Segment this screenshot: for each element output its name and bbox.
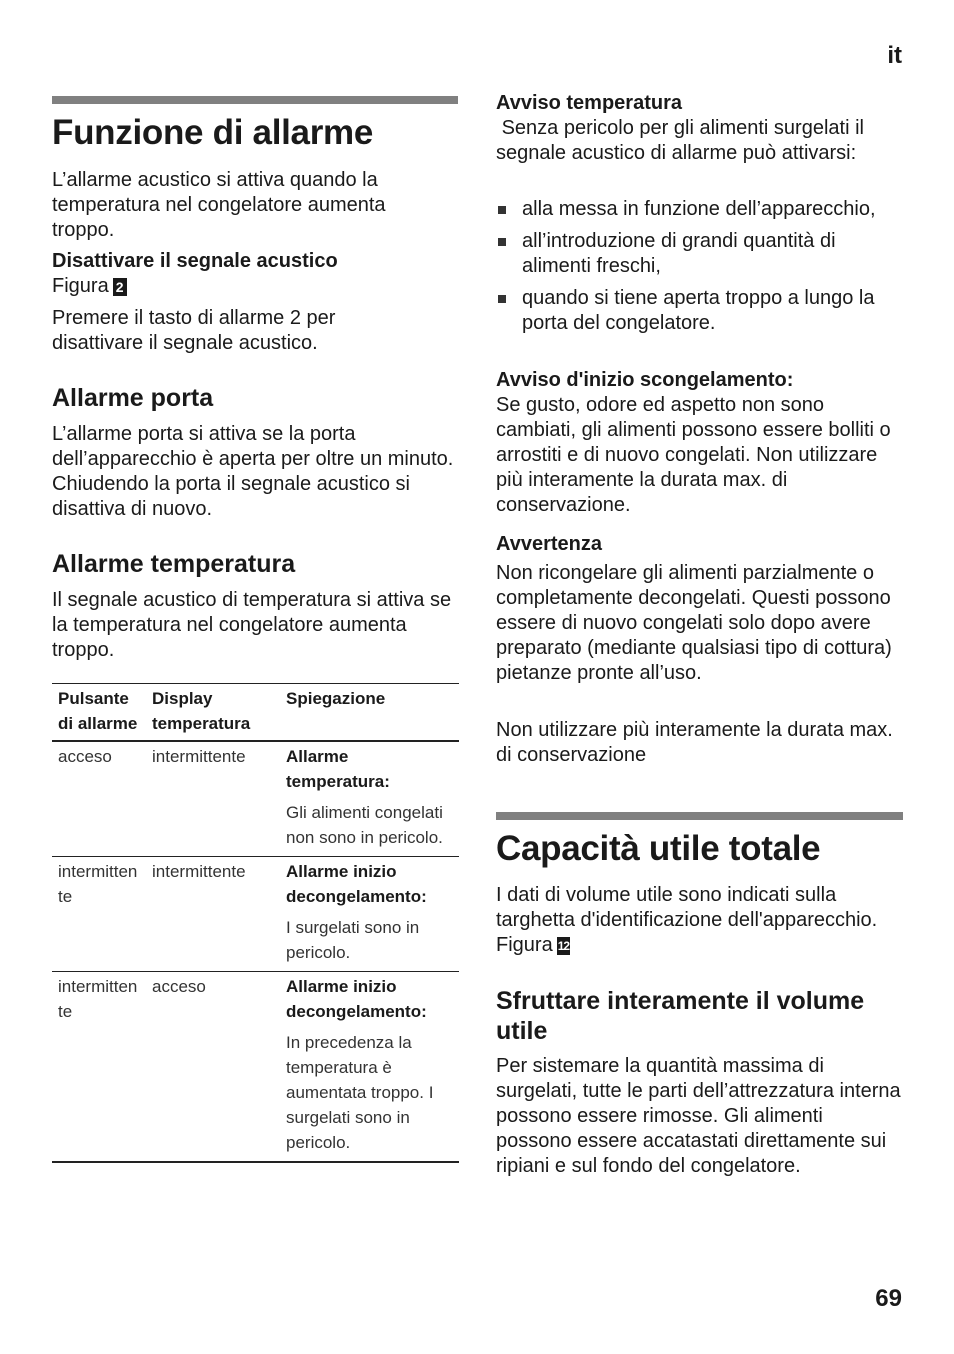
heading-allarme-porta: Allarme porta bbox=[52, 384, 214, 412]
defrost-warning-title: Avviso d'inizio scongelamento: bbox=[496, 369, 794, 391]
table-cell-button: intermittente bbox=[52, 857, 146, 972]
section-divider-bar bbox=[496, 812, 903, 820]
table-row bbox=[52, 741, 459, 857]
language-tag: it bbox=[887, 42, 902, 69]
capacity-text-body: I dati di volume utile sono indicati sulla targhetta d'identificazione dell'apparecchio. Figura bbox=[496, 884, 878, 956]
table-cell-explanation bbox=[280, 972, 459, 1163]
table-header-cell: Pulsante di allarme bbox=[52, 684, 146, 742]
heading-capacita-utile: Capacità utile totale bbox=[496, 829, 821, 868]
heading-allarme-temperatura: Allarme temperatura bbox=[52, 550, 296, 578]
table-header-cell: Spiegazione bbox=[280, 684, 459, 742]
figure-number-badge: 2 bbox=[113, 278, 127, 296]
explanation-desc: In precedenza la temperatura è aumentata troppo. I surgelati sono in pericolo. bbox=[286, 1033, 434, 1152]
table-cell-button: acceso bbox=[52, 741, 146, 857]
explanation-title: Allarme inizio decongelamento: bbox=[286, 862, 427, 906]
disable-alarm-text: Premere il tasto di allarme 2 per disattivare il segnale acustico. bbox=[52, 307, 336, 354]
heading-funzione-allarme: Funzione di allarme bbox=[52, 113, 374, 152]
table-cell-display: acceso bbox=[146, 972, 280, 1163]
table-cell-display: intermittente bbox=[146, 857, 280, 972]
warning-bullet-list bbox=[496, 197, 903, 343]
table-row bbox=[52, 972, 459, 1163]
figure-label: Figura bbox=[52, 275, 109, 297]
list-item: quando si tiene aperta troppo a lungo la porta del congelatore. bbox=[496, 286, 903, 336]
alarm-intro-text: L’allarme acustico si attiva quando la temperatura nel congelatore aumenta troppo. bbox=[52, 169, 386, 241]
page-number: 69 bbox=[875, 1285, 902, 1312]
capacity-text bbox=[496, 883, 896, 958]
table-row bbox=[52, 857, 459, 972]
temperature-warning-title: Avviso temperatura bbox=[496, 92, 682, 114]
table-header-cell: Display temperatura bbox=[146, 684, 280, 742]
list-item: alla messa in funzione dell’apparecchio, bbox=[496, 197, 903, 222]
explanation-title: Allarme temperatura: bbox=[286, 747, 390, 791]
section-divider-bar bbox=[52, 96, 458, 104]
disable-alarm-figure-ref bbox=[52, 274, 458, 299]
alarm-table bbox=[52, 683, 459, 1163]
explanation-title: Allarme inizio decongelamento: bbox=[286, 977, 427, 1021]
volume-text: Per sistemare la quantità massima di surgelati, tutte le parti dell’attrezzatura interna possono essere rimosse. Gli alimenti possono essere accatastati direttamente sui ripiani e sul fondo del congelatore. bbox=[496, 1055, 901, 1177]
disable-alarm-title: Disattivare il segnale acustico bbox=[52, 250, 338, 272]
temperature-warning-text: Senza pericolo per gli alimenti surgelati il segnale acustico di allarme può attivarsi: bbox=[496, 117, 870, 164]
table-cell-explanation bbox=[280, 857, 459, 972]
caution-title: Avvertenza bbox=[496, 533, 602, 555]
caution-text-2: Non utilizzare più interamente la durata max. di conservazione bbox=[496, 719, 893, 766]
defrost-warning-text: Se gusto, odore ed aspetto non sono cambiati, gli alimenti possono essere bolliti o arrostiti e di nuovo congelati. Non utilizzare più interamente la durata max. di conservazione. bbox=[496, 394, 891, 516]
door-alarm-text: L’allarme porta si attiva se la porta dell’apparecchio è aperta per oltre un minuto. Chiudendo la porta il segnale acustico si disattiva di nuovo. bbox=[52, 423, 454, 520]
figure-number-badge: 12 bbox=[557, 938, 570, 953]
temperature-alarm-text: Il segnale acustico di temperatura si attiva se la temperatura nel congelatore aumenta troppo. bbox=[52, 589, 452, 661]
heading-sfruttare-volume: Sfruttare interamente il volume utile bbox=[496, 987, 865, 1045]
table-cell-button: intermittente bbox=[52, 972, 146, 1163]
explanation-desc: I surgelati sono in pericolo. bbox=[286, 918, 420, 962]
list-item: all’introduzione di grandi quantità di alimenti freschi, bbox=[496, 229, 903, 279]
caution-text: Non ricongelare gli alimenti parzialmente o completamente decongelati. Questi possono essere di nuovo congelati solo dopo avere preparato (mediante qualsiasi tipo di cottura) pietanze pronte all’uso. bbox=[496, 562, 892, 684]
table-header-row bbox=[52, 684, 459, 742]
table-cell-display: intermittente bbox=[146, 741, 280, 857]
table-cell-explanation bbox=[280, 741, 459, 857]
explanation-desc: Gli alimenti congelati non sono in pericolo. bbox=[286, 803, 443, 847]
